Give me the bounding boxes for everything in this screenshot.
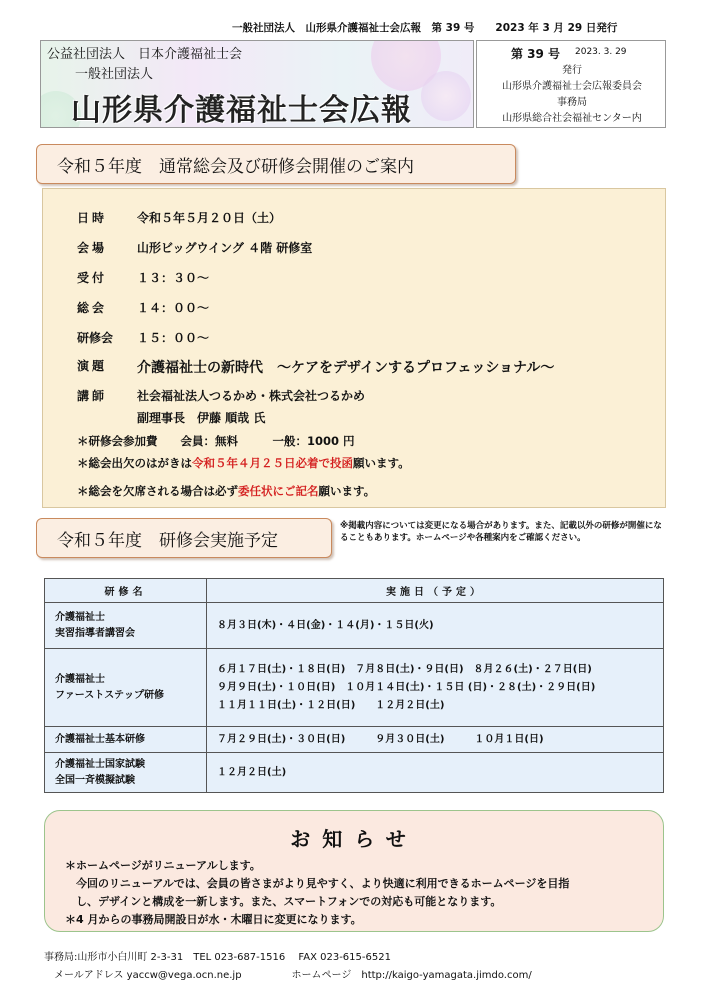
training-name bbox=[45, 727, 207, 753]
training-dates bbox=[207, 603, 664, 649]
date-line: １２月２日(土) bbox=[217, 766, 287, 778]
row-label: 受付 bbox=[77, 271, 108, 285]
meeting-info-box bbox=[42, 188, 666, 508]
info-row-lecturer bbox=[77, 387, 365, 404]
table-header-row bbox=[45, 579, 664, 603]
postcard-note bbox=[77, 455, 410, 471]
info-row-lecturer-name bbox=[137, 409, 265, 426]
issue-date: 2023. 3. 29 bbox=[575, 47, 627, 57]
notice-line: ＊4 月からの事務局開設日が水・木曜日に変更になります。 bbox=[65, 913, 362, 926]
proxy-note bbox=[77, 483, 375, 499]
info-row-meeting bbox=[77, 299, 209, 316]
masthead-suborg: 一般社団法人 bbox=[75, 67, 154, 82]
row-label: 演題 bbox=[77, 359, 108, 373]
note-text: ＊総会を欠席される場合は必ず bbox=[77, 484, 238, 498]
name-line: 介護福祉士国家試験 bbox=[55, 758, 145, 770]
row-value: 令和５年５月２０日（土） bbox=[137, 211, 282, 225]
date-line: ６月１７日(土)・１８日(日) ７月８日(土)・９日(日) ８月２６(土)・２７日(日) bbox=[217, 663, 592, 675]
info-row-topic bbox=[77, 357, 554, 377]
fee-note: ＊研修会参加費 会員：無料 一般：1000 円 bbox=[77, 434, 355, 448]
column-header: 研修名 bbox=[45, 579, 207, 603]
footer-address: 事務局:山形市小白川町 2-3-31 TEL 023-687-1516 FAX 023-615-6521 bbox=[44, 952, 391, 963]
row-value: １３：３０～ bbox=[137, 271, 210, 285]
footer-contact: メールアドレス yaccw@vega.ocn.ne.jp ホームページ http://kaigo-yamagata.jimdo.com/ bbox=[44, 970, 532, 981]
row-label: 総会 bbox=[77, 301, 108, 315]
flower-decoration bbox=[421, 71, 471, 121]
row-value: 社会福祉法人つるかめ・株式会社つるかめ bbox=[137, 389, 366, 403]
table-row bbox=[45, 727, 664, 753]
date-line: ８月３日(木)・４日(金)・１４(月)・１５日(火) bbox=[217, 619, 434, 631]
info-row-date bbox=[77, 209, 281, 226]
issue-line: 事務局 bbox=[557, 97, 587, 108]
name-line: ファーストステップ研修 bbox=[55, 689, 164, 701]
table-row bbox=[45, 603, 664, 649]
row-label: 研修会 bbox=[77, 331, 114, 345]
masthead-title: 山形県介護福祉士会広報 bbox=[71, 93, 412, 128]
training-name bbox=[45, 649, 207, 727]
issue-info-box bbox=[476, 40, 666, 128]
section-title-meeting: 令和５年度 通常総会及び研修会開催のご案内 bbox=[36, 144, 516, 184]
name-line: 全国一斉模擬試験 bbox=[55, 774, 135, 786]
notice-line: ＊ホームページがリニューアルします。 bbox=[65, 859, 261, 872]
deadline-text: 令和５年４月２５日必着で投函 bbox=[192, 456, 353, 470]
table-row bbox=[45, 649, 664, 727]
row-value: １５：００～ bbox=[137, 331, 210, 345]
row-value: 山形ビッグウイング ４階 研修室 bbox=[137, 241, 313, 255]
table-row bbox=[45, 753, 664, 793]
date-line: ９月９日(土)・１０日(日) １０月１４日(土)・１５日 (日)・２８(土)・２９日(日) bbox=[217, 681, 596, 693]
info-row-reception bbox=[77, 269, 209, 286]
issue-line: 山形県総合社会福祉センター内 bbox=[502, 113, 642, 124]
column-header: 実施日（予定） bbox=[207, 579, 664, 603]
issue-line: 発行 bbox=[562, 65, 582, 76]
name-line: 介護福祉士基本研修 bbox=[55, 733, 145, 745]
row-value: １４：００～ bbox=[137, 301, 210, 315]
name-line: 介護福祉士 bbox=[55, 673, 105, 685]
masthead-banner bbox=[40, 40, 474, 128]
training-dates bbox=[207, 727, 664, 753]
info-row-venue bbox=[77, 239, 312, 256]
row-value: 副理事長 伊藤 順哉 氏 bbox=[137, 411, 266, 425]
name-line: 介護福祉士 bbox=[55, 611, 105, 623]
header-topline: 一般社団法人 山形県介護福祉士会広報 第 39 号 2023 年 3 月 29 日発行 bbox=[232, 22, 618, 34]
date-line: １１月１１日(土)・１２日(日) １２月２日(土) bbox=[217, 699, 445, 711]
issue-line: 山形県介護福祉士会広報委員会 bbox=[502, 81, 642, 92]
note-text: ＊総会出欠のはがきは bbox=[77, 456, 192, 470]
row-label: 講師 bbox=[77, 389, 108, 403]
notice-box bbox=[44, 810, 664, 932]
note-text: 願います。 bbox=[353, 456, 410, 470]
row-value: 介護福祉士の新時代 ～ケアをデザインするプロフェッショナル～ bbox=[137, 360, 555, 376]
training-name bbox=[45, 753, 207, 793]
training-dates bbox=[207, 649, 664, 727]
date-line: ７月２９日(土)・３０日(日) ９月３０日(土) １０月１日(日) bbox=[217, 733, 544, 745]
proxy-text: 委任状にご記名 bbox=[238, 484, 319, 498]
training-dates bbox=[207, 753, 664, 793]
issue-number: 第 39 号 bbox=[511, 47, 561, 61]
training-schedule-table bbox=[44, 578, 664, 793]
row-label: 日時 bbox=[77, 211, 108, 225]
notice-title: お知らせ bbox=[290, 827, 418, 851]
name-line: 実習指導者講習会 bbox=[55, 627, 135, 639]
notice-line: 今回のリニューアルでは、会員の皆さまがより見やすく、より快適に利用できるホームページを目指 bbox=[65, 877, 570, 890]
schedule-disclaimer: ※掲載内容については変更になる場合があります。また、記載以外の研修が開催になることもあります。ホームページや各種案内をご確認ください。 bbox=[340, 521, 662, 543]
training-name bbox=[45, 603, 207, 649]
section-title-schedule: 令和５年度 研修会実施予定 bbox=[36, 518, 332, 558]
row-label: 会場 bbox=[77, 241, 108, 255]
notice-line: し、デザインと構成を一新します。また、スマートフォンでの対応も可能となります。 bbox=[65, 895, 502, 908]
note-text: 願います。 bbox=[318, 484, 376, 498]
info-row-training bbox=[77, 329, 209, 346]
masthead-org: 公益社団法人 日本介護福祉士会 bbox=[47, 47, 243, 62]
